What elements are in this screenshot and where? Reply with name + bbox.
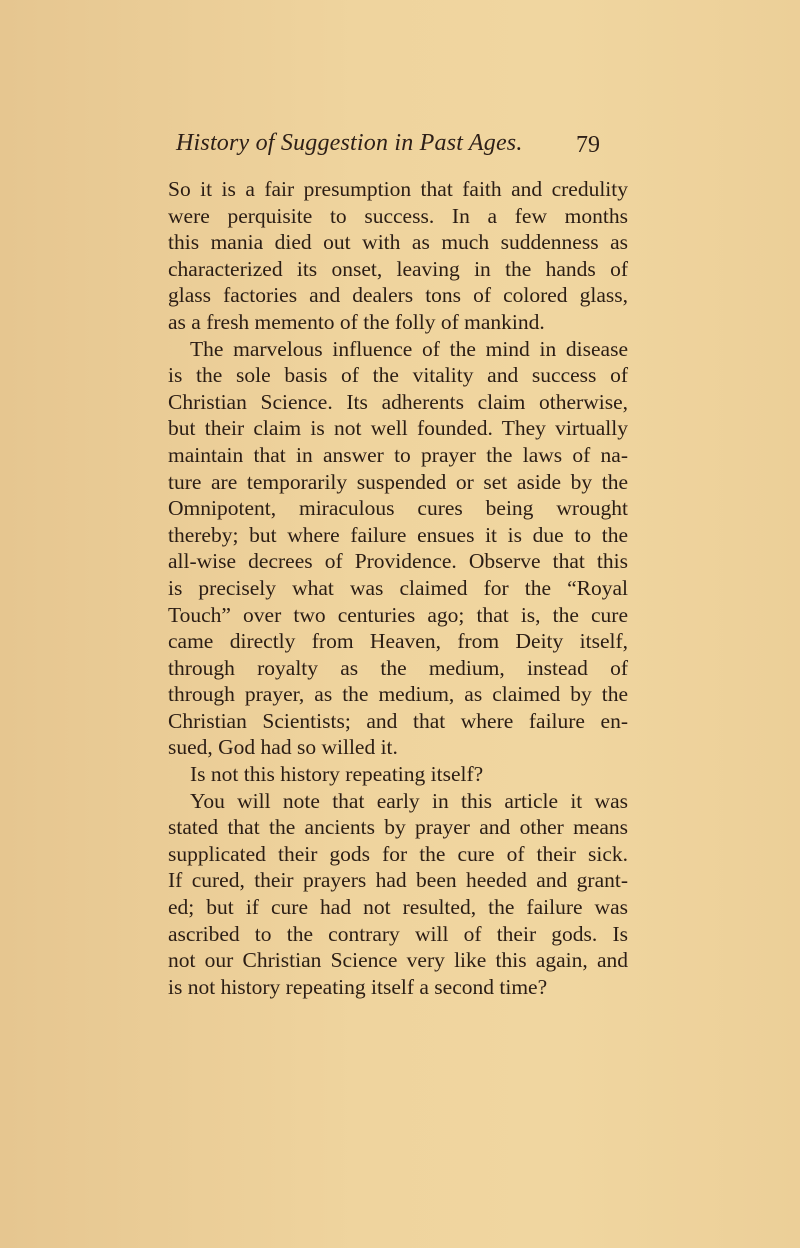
text-line: were perquisite to success. In a few months: [168, 203, 628, 228]
text-line: Christian Science. Its adherents claim otherwise,: [168, 389, 628, 414]
page-number: 79: [576, 132, 600, 158]
text-line: Is not this history repeating itself?: [190, 762, 484, 787]
text-line: through royalty as the medium, instead of: [168, 655, 628, 680]
text-line: Touch” over two centuries ago; that is, the cure: [168, 602, 628, 627]
text-line: You will note that early in this article it was: [190, 788, 628, 813]
text-line: not our Christian Science very like this again, and: [168, 948, 628, 973]
text-line: supplicated their gods for the cure of their sick.: [168, 841, 628, 866]
text-line: If cured, their prayers had been heeded and grant-: [168, 868, 628, 893]
running-head: [176, 130, 626, 166]
text-line: is the sole basis of the vitality and success of: [168, 363, 628, 388]
text-line: came directly from Heaven, from Deity itself,: [168, 629, 628, 654]
text-line: through prayer, as the medium, as claimed by the: [168, 682, 628, 707]
text-line: characterized its onset, leaving in the hands of: [168, 256, 628, 281]
text-line: thereby; but where failure ensues it is due to the: [168, 522, 628, 547]
running-title: History of Suggestion in Past Ages.: [176, 130, 523, 156]
text-line: all-wise decrees of Providence. Observe that this: [168, 549, 628, 574]
text-line: as a fresh memento of the folly of mankind.: [168, 309, 545, 334]
text-line: maintain that in answer to prayer the laws of na-: [168, 442, 628, 467]
text-line: ascribed to the contrary will of their gods. Is: [168, 921, 628, 946]
text-line: Omnipotent, miraculous cures being wrought: [168, 496, 628, 521]
text-line: The marvelous influence of the mind in disease: [190, 336, 628, 361]
text-line: So it is a fair presumption that faith and credulity: [168, 177, 628, 201]
text-line: sued, God had so willed it.: [168, 735, 398, 760]
text-line: stated that the ancients by prayer and other means: [168, 815, 628, 840]
text-line: Christian Scientists; and that where failure en-: [168, 708, 628, 733]
text-line: this mania died out with as much suddenness as: [168, 230, 628, 255]
text-line: is precisely what was claimed for the “Royal: [168, 575, 628, 600]
text-line: is not history repeating itself a second time?: [168, 974, 548, 999]
text-line: ture are temporarily suspended or set aside by the: [168, 469, 628, 494]
text-line: glass factories and dealers tons of colored glass,: [168, 283, 628, 308]
body-text: [168, 176, 628, 1000]
text-line: but their claim is not well founded. They virtually: [168, 416, 628, 441]
text-line: ed; but if cure had not resulted, the failure was: [168, 895, 628, 920]
